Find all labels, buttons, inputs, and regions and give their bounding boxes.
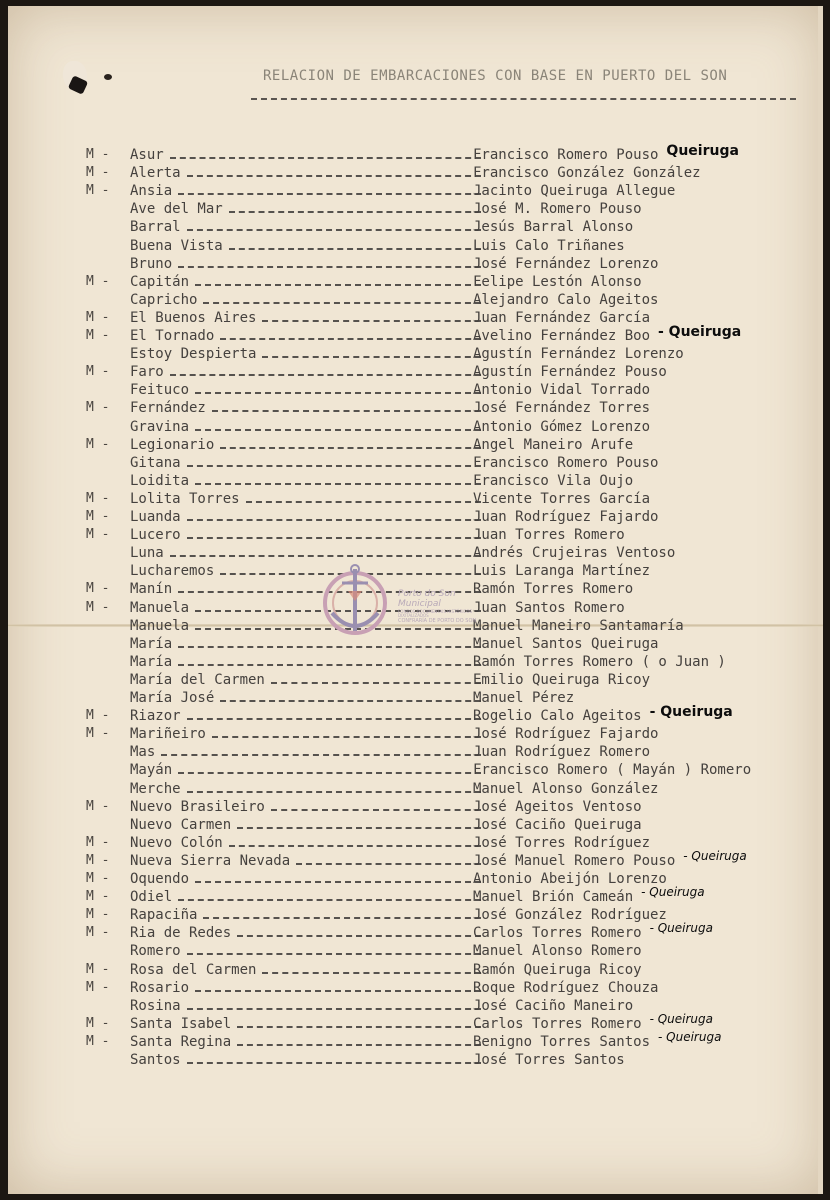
document-page [8,6,823,1194]
motor-mark: M - [86,581,110,597]
vessel-row [8,1052,823,1070]
motor-mark: M - [86,889,110,905]
dot-leader [237,1026,481,1028]
dot-leader [187,953,481,955]
owner-name: Antonio Vidal Torrado [473,382,651,399]
vessel-row [8,563,823,581]
handwritten-note: - Queiruga [641,885,705,900]
owner-name: Felipe Lestón Alonso [473,273,642,290]
owner-name: Vicente Torres García [473,490,651,507]
vessel-name: Ave del Mar [130,201,223,218]
motor-mark: M - [86,961,110,977]
motor-mark: M - [86,852,110,868]
vessel-name: Asur [130,147,164,163]
owner-name: Francisco Romero Pouso [473,454,659,471]
vessel-row [8,324,823,346]
dot-leader [170,157,481,159]
handwritten-note: - Queiruga [649,921,713,936]
dot-leader [178,772,481,774]
dot-leader [195,429,481,431]
owner-name: José Caciño Queiruga [473,816,642,833]
vessel-name: Rosa del Carmen [130,961,257,978]
owner-name: José González Rodríguez [473,907,667,924]
motor-mark: M - [86,328,110,343]
owner-name: Juan Rodríguez Fajardo [473,509,659,525]
vessel-name: Gitana [130,454,181,471]
document-title: RELACION DE EMBARCACIONES CON BASE EN PUERTO DEL SON [263,68,728,84]
owner-name: José Torres Santos [473,1052,625,1068]
owner-name: José Rodríguez Fajardo [473,726,659,743]
vessel-row [8,473,823,491]
vessel-name: Fernández [130,400,206,417]
vessel-name: Nuevo Colón [130,834,223,851]
vessel-name: María [130,653,173,670]
owner-name: Antonio Gómez Lorenzo [473,418,651,435]
owner-name: Luis Laranga Martínez [473,563,651,580]
vessel-row [8,980,823,998]
vessel-name: Ria de Redes [130,925,232,942]
vessel-name: Rapaciña [130,907,198,924]
vessel-name: Manuela [130,599,190,616]
vessel-name: Mariñeiro [130,726,206,743]
dot-leader [203,917,481,919]
dot-leader [187,229,481,231]
motor-mark: M - [86,165,110,181]
dot-leader [187,718,481,720]
owner-name: Angel Maneiro Arufe [473,436,634,453]
vessel-name: Rosario [130,979,190,996]
owner-name: Francisco Romero ( Mayán ) Romero [473,762,752,779]
vessel-name: Estoy Despierta [130,346,257,363]
vessel-name: Capricho [130,291,198,308]
dot-leader [195,392,481,394]
motor-mark: M - [86,907,110,923]
vessel-name: Lolita Torres [130,490,240,507]
vessel-name: Nuevo Carmen [130,816,232,833]
vessel-row [8,654,823,672]
vessel-row [8,781,823,799]
motor-mark: M - [86,1015,110,1031]
ink-dot [104,74,112,80]
motor-mark: M - [86,798,110,814]
vessel-row [8,921,823,943]
motor-mark: M - [86,509,110,524]
owner-name: Manuel Alonso Romero [473,943,642,960]
vessel-name: Odiel [130,889,173,906]
vessel-row [8,848,823,871]
owner-name: Andrés Crujeiras Ventoso [473,545,676,562]
vessel-row [8,183,823,201]
dot-leader [262,320,481,322]
motor-mark: M - [86,925,110,941]
dot-leader [187,465,481,467]
motor-mark: M - [86,527,110,543]
motor-mark: M - [86,183,110,199]
dot-leader [187,537,481,539]
owner-name: Juan Rodríguez Romero [473,744,651,761]
vessel-row [8,400,823,418]
dot-leader [262,972,481,974]
vessel-name: Manuela [130,617,190,634]
vessel-name: Capitán [130,273,190,290]
vessel-row [8,437,823,455]
dot-leader [237,827,481,829]
owner-name: José M. Romero Pouso [473,201,642,218]
vessel-name: Romero [130,943,181,960]
dot-leader [161,754,481,756]
vessel-name: Nueva Sierra Nevada [130,852,291,869]
owner-name: José Torres Rodríguez [473,834,651,851]
handwritten-note: - Queiruga [649,1011,713,1026]
vessel-name: Bruno [130,255,173,272]
dot-leader [187,1008,481,1010]
vessel-name: Santa Regina [130,1033,232,1050]
vessel-name: Gravina [130,418,190,435]
motor-mark: M - [86,490,110,506]
vessel-row [8,943,823,961]
owner-name: Manuel Alonso González [473,780,659,797]
dot-leader [262,356,481,358]
vessel-name: Luna [130,545,164,562]
vessel-name: Merche [130,780,181,797]
dot-leader [195,284,481,286]
vessel-name: Mayán [130,762,173,779]
owner-name: Rogelio Calo Ageitos [473,708,642,725]
owner-name: Ramón Queiruga Ricoy [473,961,642,978]
dot-leader [187,791,481,793]
dot-leader [229,248,481,250]
dot-leader [187,1062,481,1064]
vessel-row [8,364,823,382]
owner-name: Roque Rodríguez Chouza [473,979,659,996]
owner-name: Juan Fernández García [473,309,651,326]
owner-name: Luis Calo Triñanes [473,237,625,254]
vessel-name: Nuevo Brasileiro [130,798,265,815]
dot-leader [203,302,481,304]
owner-name: José Caciño Maneiro [473,997,634,1014]
dot-leader [212,410,481,412]
vessel-name: Legionario [130,436,215,453]
vessel-name: Lucero [130,527,181,544]
dot-leader [220,338,481,340]
motor-mark: M - [86,726,110,742]
owner-name: José Manuel Romero Pouso [473,852,676,869]
owner-name: Emilio Queiruga Ricoy [473,671,651,688]
vessel-row [8,799,823,817]
watermark-title: Porto do Son Municipal [398,589,456,609]
dot-leader [195,990,481,992]
title-underline [251,98,796,100]
vessel-row [8,292,823,310]
owner-name: Manuel Pérez [473,690,575,706]
vessel-row [8,672,823,690]
owner-name: Agustín Fernández Pouso [473,364,667,381]
vessel-row [8,962,823,980]
watermark-line-2: CONFRARÍA DE PORTO DO SON [398,617,477,624]
archive-watermark [398,590,498,624]
motor-mark: M - [86,871,110,886]
motor-mark: M - [86,979,110,995]
vessel-row [8,346,823,364]
dot-leader [178,266,481,268]
dot-leader [170,374,481,376]
vessel-name: Mas [130,744,156,761]
vessel-row [8,744,823,762]
dot-leader [220,700,481,702]
vessel-name: Luanda [130,509,181,525]
dot-leader [178,646,481,648]
owner-name: Manuel Maneiro Santamaría [473,617,684,634]
vessel-name: Buena Vista [130,237,223,254]
vessel-name: El Buenos Aires [130,309,257,326]
vessel-row [8,527,823,545]
vessel-name: Rosina [130,997,181,1014]
owner-name: Francisco González González [473,165,701,182]
dot-leader [237,935,481,937]
vessel-name: Manín [130,581,173,598]
dot-leader [187,519,481,521]
vessel-name: Faro [130,364,164,381]
vessel-name: Santos [130,1052,181,1068]
owner-name: José Ageitos Ventoso [473,798,642,815]
dot-leader [195,483,481,485]
motor-mark: M - [86,309,110,325]
vessel-row [8,382,823,400]
owner-name: Alejandro Calo Ageitos [473,291,659,308]
dot-leader [220,447,481,449]
vessel-row [8,256,823,274]
dot-leader [246,501,481,503]
motor-mark: M - [86,834,110,850]
vessel-row [8,238,823,256]
owner-name: Agustín Fernández Lorenzo [473,346,684,363]
owner-name: Jesús Barral Alonso [473,219,634,236]
dot-leader [178,899,481,901]
vessel-name: Oquendo [130,871,190,887]
owner-name: Manuel Brión Cameán [473,889,634,906]
vessel-name: María del Carmen [130,671,265,688]
vessel-name: María [130,635,173,652]
watermark-line-1: FONDOS DOCUMENTAIS HISTÓRICOS DIXITALIZADOS [398,608,473,619]
vessel-row [8,817,823,835]
dot-leader [229,845,481,847]
motor-mark: M - [86,599,110,615]
owner-name: José Fernández Lorenzo [473,255,659,272]
handwritten-note: - Queiruga [683,848,747,863]
dot-leader [170,555,481,557]
motor-mark: M - [86,1033,110,1049]
handwritten-note: - Queiruga [649,704,733,721]
motor-mark: M - [86,436,110,452]
motor-mark: M - [86,364,110,380]
vessel-name: Ansia [130,183,173,200]
vessel-row [8,419,823,437]
vessel-name: El Tornado [130,328,215,344]
motor-mark: M - [86,708,110,724]
vessel-row [8,636,823,654]
vessel-name: Santa Isabel [130,1015,232,1032]
owner-name: Benigno Torres Santos [473,1033,651,1050]
vessel-name: Riazor [130,708,181,725]
owner-name: Jacinto Queiruga Allegue [473,183,676,200]
vessel-row [8,455,823,473]
dot-leader [195,881,481,883]
vessel-row [8,726,823,744]
vessel-name: Barral [130,219,181,236]
vessel-row [8,219,823,237]
handwritten-note: - Queiruga [658,1029,722,1044]
vessel-row [8,274,823,292]
vessel-row [8,143,823,165]
dot-leader [271,682,481,684]
handwritten-note: Queiruga [666,143,739,159]
owner-name: Avelino Fernández Boo [473,328,651,344]
dot-leader [178,664,481,666]
vessel-row [8,704,823,726]
owner-name: José Fernández Torres [473,400,651,417]
vessel-row [8,201,823,219]
dot-leader [212,736,481,738]
owner-name: Carlos Torres Romero [473,925,642,942]
owner-name: Ramón Torres Romero ( o Juan ) [473,653,726,670]
owner-name: Francisco Romero Pouso [473,147,659,163]
owner-name: Carlos Torres Romero [473,1015,642,1032]
owner-name: Antonio Abeijón Lorenzo [473,871,667,887]
owner-name: Francisco Vila Oujo [473,472,634,489]
dot-leader [296,863,481,865]
vessel-row [8,165,823,183]
vessel-row [8,545,823,563]
vessel-name: Lucharemos [130,563,215,580]
vessel-row [8,1029,823,1052]
vessel-name: María José [130,690,215,706]
handwritten-note: - Queiruga [658,324,742,340]
dot-leader [187,175,481,177]
dot-leader [229,211,481,213]
dot-leader [271,809,481,811]
owner-name: Juan Santos Romero [473,599,625,616]
anchor-seal-icon [320,561,390,641]
motor-mark: M - [86,273,110,289]
owner-name: Ramón Torres Romero [473,581,634,598]
vessel-row [8,885,823,907]
vessel-row [8,509,823,527]
vessel-row [8,491,823,509]
owner-name: Juan Torres Romero [473,527,625,544]
motor-mark: M - [86,147,110,162]
vessel-name: Feituco [130,382,190,399]
vessel-name: Loidita [130,472,190,489]
vessel-name: Alerta [130,165,181,182]
motor-mark: M - [86,400,110,416]
dot-leader [178,193,481,195]
owner-name: Manuel Santos Queiruga [473,635,659,652]
vessel-row [8,762,823,780]
dot-leader [237,1044,481,1046]
